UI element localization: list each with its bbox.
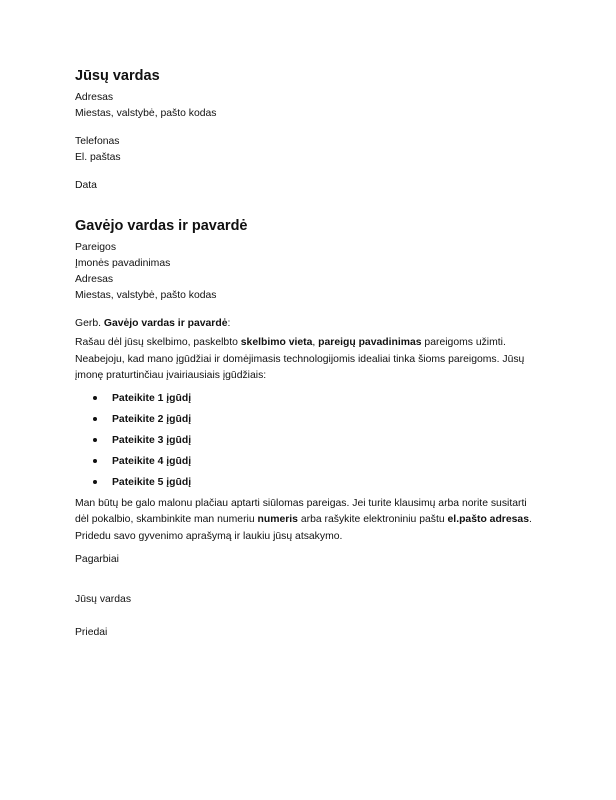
bullet-icon: [93, 417, 97, 421]
sender-address: Adresas: [75, 92, 114, 103]
signoff: Pagarbiai: [75, 554, 119, 565]
enclosures: Priedai: [75, 627, 108, 638]
intro-line-2: Neabejoju, kad mano įgūdžiai ir domėjimasis technologijomis idealiai tinka šioms pareigoms. Jūsų: [75, 353, 525, 365]
skill-text: Pateikite 1 įgūdį: [112, 392, 192, 404]
recipient-name: Gavėjo vardas ir pavardė: [75, 218, 248, 234]
sender-phone: Telefonas: [75, 136, 120, 147]
letter-date: Data: [75, 180, 97, 191]
skill-text: Pateikite 5 įgūdį: [112, 476, 192, 488]
recipient-title: Pareigos: [75, 242, 117, 253]
list-item: [75, 451, 545, 472]
skill-text: Pateikite 3 įgūdį: [112, 434, 192, 446]
position-title: pareigų pavadinimas: [318, 337, 422, 348]
ad-placement: skelbimo vieta: [240, 337, 313, 348]
intro-paragraph: [75, 335, 545, 385]
salutation: [75, 316, 545, 332]
closing-line-1: Man būtų be galo malonu plačiau aptarti siūlomas pareigas. Jei turite klausimų arba norite susitarti: [75, 497, 527, 509]
signature-name: Jūsų vardas: [75, 594, 132, 605]
sender-city-state-zip: Miestas, valstybė, pašto kodas: [75, 108, 217, 119]
closing-paragraph: [75, 496, 545, 546]
salutation-prefix: Gerb.: [75, 318, 104, 329]
bullet-icon: [93, 480, 97, 484]
closing-text-2: arba rašykite elektroniniu paštu: [297, 514, 448, 525]
intro-text-1: Rašau dėl jūsų skelbimo, paskelbto: [75, 337, 241, 348]
list-item: [75, 388, 545, 409]
skill-text: Pateikite 2 įgūdį: [112, 413, 192, 425]
sender-email: El. paštas: [75, 152, 121, 163]
recipient-city-state-zip: Miestas, valstybė, pašto kodas: [75, 290, 217, 301]
bullet-icon: [93, 459, 97, 463]
intro-line-3: įmonę praturtinčiau įvairiausiais įgūdžiais:: [75, 370, 267, 381]
intro-line-1: [75, 335, 545, 352]
email-placeholder: el.pašto adresas: [447, 514, 529, 525]
bullet-icon: [93, 396, 97, 400]
list-item: [75, 430, 545, 451]
phone-placeholder: numeris: [257, 514, 298, 525]
list-item: [75, 472, 545, 493]
salutation-recipient: Gavėjo vardas ir pavardė: [103, 318, 228, 329]
closing-line-3: Pridedu savo gyvenimo aprašymą ir laukiu jūsų atsakymo.: [75, 530, 343, 542]
closing-text-1: dėl pokalbio, skambinkite man numeriu: [75, 514, 258, 525]
cover-letter: [75, 66, 545, 641]
recipient-address: Adresas: [75, 274, 114, 285]
list-item: [75, 409, 545, 430]
recipient-company: Įmonės pavadinimas: [75, 258, 171, 269]
skill-text: Pateikite 4 įgūdį: [112, 455, 192, 467]
closing-text-3: .: [528, 514, 532, 525]
bullet-icon: [93, 438, 97, 442]
sender-name: Jūsų vardas: [75, 68, 160, 84]
intro-comma: ,: [312, 337, 319, 348]
closing-line-2: [75, 512, 545, 529]
skills-list: [75, 388, 545, 493]
salutation-suffix: :: [227, 318, 231, 329]
intro-text-2: pareigoms užimti.: [421, 337, 506, 348]
